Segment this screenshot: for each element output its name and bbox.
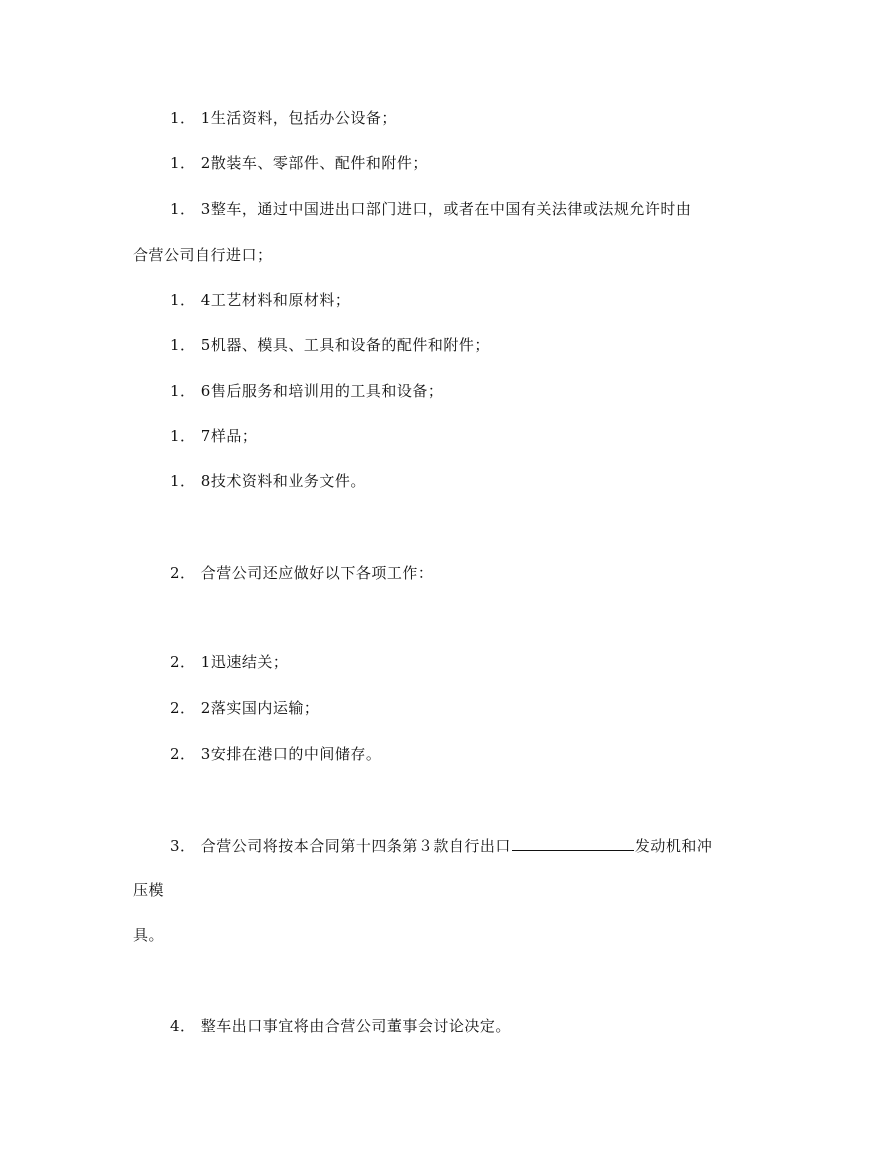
clause-3: [170, 834, 712, 856]
item-2-2: 2． 2落实国内运输；: [170, 699, 320, 717]
item-1-1: 1． 1生活资料，包括办公设备；: [170, 109, 397, 127]
item-1-8: 1． 8技术资料和业务文件。: [170, 472, 366, 490]
item-2-1: 2． 1迅速结关；: [170, 653, 289, 671]
blank-fill-line: [512, 834, 634, 851]
clause-4: 4． 整车出口事宜将由合营公司董事会讨论决定。: [170, 1017, 511, 1035]
clause-3-continuation-2: 具。: [133, 926, 165, 944]
clause-3-text-after: 发动机和冲: [634, 837, 713, 855]
item-2: 2． 合营公司还应做好以下各项工作：: [170, 564, 434, 582]
clause-3-text-before: 3． 合营公司将按本合同第十四条第３款自行出口: [170, 837, 511, 855]
item-2-3: 2． 3安排在港口的中间储存。: [170, 745, 382, 763]
item-1-4: 1． 4工艺材料和原材料；: [170, 291, 351, 309]
item-1-6: 1． 6售后服务和培训用的工具和设备；: [170, 382, 444, 400]
item-1-2: 1． 2散装车、零部件、配件和附件；: [170, 154, 428, 172]
item-1-7: 1． 7样品；: [170, 427, 258, 445]
item-1-3: 1． 3整车，通过中国进出口部门进口，或者在中国有关法律或法规允许时由: [170, 200, 692, 218]
item-1-3-continuation: 合营公司自行进口；: [133, 246, 273, 264]
clause-3-continuation-1: 压模: [133, 881, 165, 899]
item-1-5: 1． 5机器、模具、工具和设备的配件和附件；: [170, 336, 490, 354]
